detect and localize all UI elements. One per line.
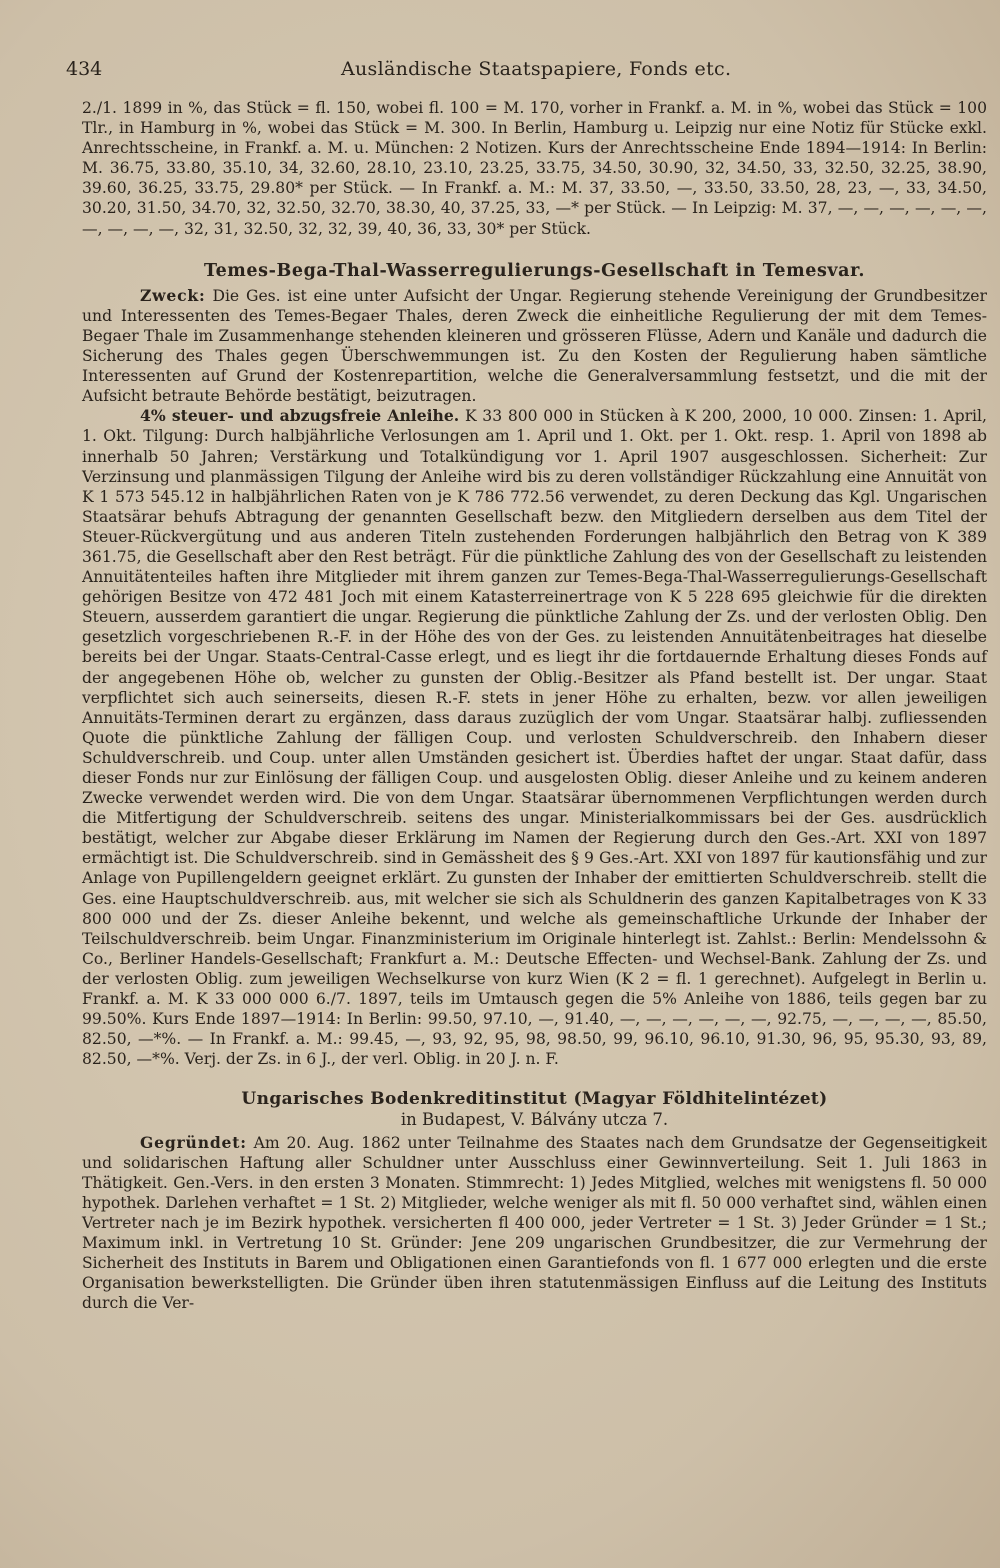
anleihe-text: K 33 800 000 in Stücken à K 200, 2000, 10 000. Zinsen: 1. April, 1. Okt. Tilgung: Durch halbjährliche Verlosungen am 1. April und 1. Okt. per 1. Okt. resp. 1. April von 1898 ab innerhalb 50 Jahren; Verstärkung und Totalkündigung vor 1. April 1907 ausgeschlossen. Sicherheit: Zur Verzinsung und planmässigen Tilgung der Anleihe wird bis zu deren vollständiger Rückzahlung eine Annuität von K 1 573 545.12 in halbjährlichen Raten von je K 786 772.56 verwendet, zu deren Deckung das Kgl. Ungarischen Staatsärar behufs Abtragung der genannten Gesellschaft bezw. den Mitgliedern derselben aus dem Titel der Steuer-Rückvergütung und aus anderen Titeln zustehenden Forderungen halbjährlich den Betrag von K 389 361.75, die Gesellschaft aber den Rest beträgt. Für die pünktliche Zahlung des von der Gesellschaft zu leistenden Annuitätenteiles haften ihre Mitglieder mit ihrem ganzen zur Temes-Bega-Thal-Wasserregulierungs-Gesellschaft gehörigen Besitze von 472 481 Joch mit einem Katasterreinertrage von K 5 228 695 gleichwie für die direkten Steuern, ausserdem garantiert die ungar. Regierung die pünktliche Zahlung der Zs. und der verlosten Oblig. Den gesetzlich vorgeschriebenen R.-F. in der Höhe des von der Ges. zu leistenden Annuitätenbeitrages hat dieselbe bereits bei der Ungar. Staats-Central-Casse erlegt, und es liegt ihr die fortdauernde Erhaltung dieses Fonds auf der angegebenen Höhe ob, welcher zu gunsten der Oblig.-Besitzer als Pfand bestellt ist. Der ungar. Staat verpflichtet sich auch seinerseits, diesen R.-F. stets in jener Höhe zu erhalten, bezw. vor allen jeweiligen Annuitäts-Terminen derart zu ergänzen, dass daraus zuzüglich der vom Ungar. Staatsärar halbj. zufliessenden Quote die pünktliche Zahlung der fälligen Coup. und verlosten Schuldverschreib. den Inhabern dieser Schuldverschreib. und Coup. unter allen Umständen gesichert ist. Überdies haftet der ungar. Staat dafür, dass dieser Fonds nur zur Einlösung der fälligen Coup. und ausgelosten Oblig. dieser Anleihe und zu keinem anderen Zwecke verwendet werden wird. Die von dem Ungar. Staatsärar übernommenen Verpflichtungen werden durch die Mitfertigung der Schuldverschreib. seitens des ungar. Ministerialkommissars bei der Ges. ausdrücklich bestätigt, welcher zur Abgabe dieser Erklärung im Namen der Regierung durch den Ges.-Art. XXI von 1897 ermächtigt ist. Die Schuldverschreib. sind in Gemässheit des § 9 Ges.-Art. XXI von 1897 für kautionsfähig und zur Anlage von Pupillengeldern geeignet erklärt. Zu gunsten der Inhaber der emittierten Schuldverschreib. stellt die Ges. eine Hauptschuldverschreib. aus, mit welcher sie sich als Schuldnerin des ganzen Kapitalbetrages von K 33 800 000 und der Zs. dieser Anleihe bekennt, und welche als gemeinschaftliche Urkunde der Inhaber der Teilschuldverschreib. beim Ungar. Finanzministerium im Originale hinterlegt ist. Zahlst.: Berlin: Mendelssohn & Co., Berliner Handels-Gesellschaft; Frankfurt a. M.: Deutsche Effecten- und Wechsel-Bank. Zahlung der Zs. und der verlosten Oblig. zum jeweiligen Wechselkurse von kurz Wien (K 2 = fl. 1 gerechnet). Aufgelegt in Berlin u. Frankf. a. M. K 33 000 000 6./7. 1897, teils im Umtausch gegen die 5% Anleihe von 1886, teils gegen bar zu 99.50%. Kurs Ende 1897—1914: In Berlin: 99.50, 97.10, —, 91.40, —, —, —, —, —, —, 92.75, —, —, —, —, 85.50, 82.50, —*%. — In Frankf. a. M.: 99.45, —, 93, 92, 95, 98, 98.50, 99, 96.10, 96.10, 91.30, 96, 95, 95.30, 93, 89, 82.50, —*%. Verj. der Zs. in 6 J., der verl. Oblig. in 20 J. n. F. [82, 407, 987, 1069]
running-title: Ausländische Staatspapiere, Fonds etc. [341, 58, 732, 80]
section-title-temes-bega: Temes-Bega-Thal-Wasserregulierungs-Gesellschaft in Temesvar. [203, 260, 866, 281]
section-title-bodenkredit: Ungarisches Bodenkreditinstitut (Magyar Földhitelintézet) [241, 1089, 828, 1110]
page-content [82, 98, 987, 1313]
page-number: 434 [66, 58, 103, 80]
anleihe-paragraph [82, 406, 987, 1069]
zweck-label: Zweck: [140, 285, 206, 305]
gegruendet-label: Gegründet: [140, 1132, 247, 1152]
zweck-text: Die Ges. ist eine unter Aufsicht der Ungar. Regierung stehende Vereinigung der Grundbesitzer und Interessenten des Temes-Begaer Thales, deren Zweck die einheitliche Regulierung der mit dem Temes-Begaer Thale im Zusammenhange stehenden kleineren und grösseren Flüsse, Adern und Kanäle und dadurch die Sicherung des Thales gegen Überschwemmungen ist. Zu den Kosten der Regulierung haben sämtliche Interessenten auf Grund der Kostenrepartition, welche die Generalversammlung festsetzt, und die mit der Aufsicht betraute Behörde bestätigt, beizutragen. [82, 286, 987, 406]
anleihe-label: 4% steuer- und abzugsfreie Anleihe. [140, 406, 460, 426]
page-header [66, 58, 946, 88]
zweck-paragraph [82, 286, 987, 407]
gegruendet-text: Am 20. Aug. 1862 unter Teilnahme des Staates nach dem Grundsatze der Gegenseitigkeit und solidarischen Haftung aller Schuldner unter Ausschluss einer Gewinnverteilung. Seit 1. Juli 1863 in Thätigkeit. Gen.-Vers. in den ersten 3 Monaten. Stimmrecht: 1) Jedes Mitglied, welches mit wenigstens fl. 50 000 hypothek. Darlehen verhaftet = 1 St. 2) Mitglieder, welche weniger als mit fl. 50 000 verhaftet sind, wählen einen Vertreter nach je im Bezirk hypothek. versicherten fl 400 000, jeder Vertreter = 1 St. 3) Jeder Gründer = 1 St.; Maximum inkl. in Vertretung 10 St. Gründer: Jene 209 ungarischen Grundbesitzer, die zur Vermehrung der Sicherheit des Instituts in Barem und Obligationen einen Garantiefonds von fl. 1 677 000 erlegten und die erste Organisation bewerkstelligten. Die Gründer üben ihren statutenmässigen Einfluss auf die Leitung des Instituts durch die Ver- [82, 1133, 987, 1313]
gegruendet-paragraph [82, 1133, 987, 1314]
intro-paragraph: 2./1. 1899 in %, das Stück = fl. 150, wobei fl. 100 = M. 170, vorher in Frankf. a. M. in %, wobei das Stück = 100 Tlr., in Hamburg in %, wobei das Stück = M. 300. In Berlin, Hamburg u. Leipzig nur eine Notiz für Stücke exkl. Anrechtsscheine, in Frankf. a. M. u. München: 2 Notizen. Kurs der Anrechtsscheine Ende 1894—1914: In Berlin: M. 36.75, 33.80, 35.10, 34, 32.60, 28.10, 23.10, 23.25, 33.75, 34.50, 30.90, 32, 34.50, 33, 32.50, 32.25, 38.90, 39.60, 36.25, 33.75, 29.80* per Stück. — In Frankf. a. M.: M. 37, 33.50, —, 33.50, 33.50, 28, 23, —, 33, 34.50, 30.20, 31.50, 34.70, 32, 32.50, 32.70, 38.30, 40, 37.25, 33, —* per Stück. — In Leipzig: M. 37, —, —, —, —, —, —, —, —, —, —, 32, 31, 32.50, 32, 32, 39, 40, 36, 33, 30* per Stück. [82, 99, 987, 238]
section-subtitle-bodenkredit: in Budapest, V. Bálvány utcza 7. [400, 1109, 669, 1129]
